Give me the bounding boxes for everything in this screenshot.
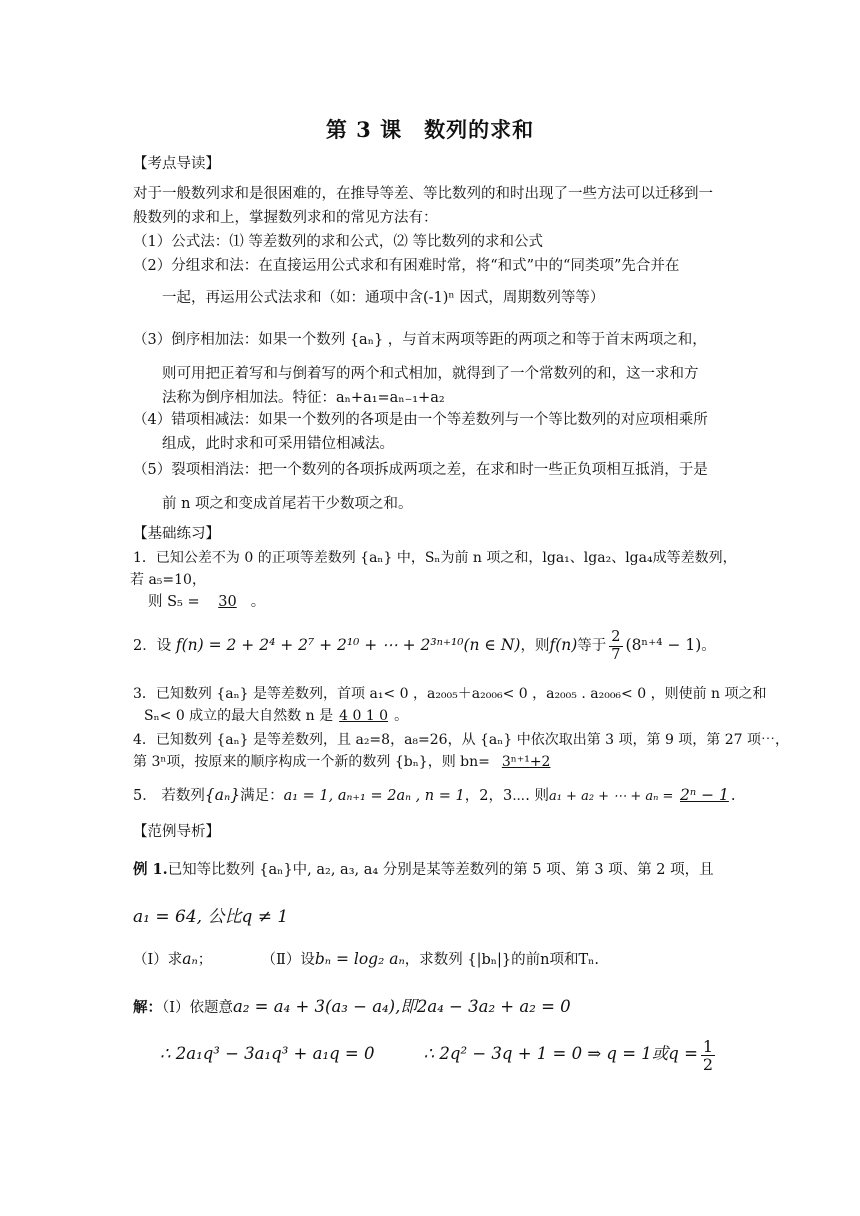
- section-heading-example: 【范例导析】: [133, 824, 220, 840]
- q2-suffix: 。: [701, 638, 716, 654]
- question-3-line-1: 3．已知数列 {aₙ} 是等差数列，首项 a₁< 0 ，a₂₀₀₅＋a₂₀₀₆< 0 ，a₂₀₀₅ . a₂₀₀₆< 0 ，则使前 n 项之和: [133, 686, 767, 702]
- solution-label: 解：: [133, 999, 162, 1016]
- part-i-label: （Ⅰ）求: [133, 952, 183, 968]
- q2-answer-fraction: [609, 629, 622, 664]
- solution-equation-2: ∴ 2a₁q³ − 3a₁q³ + a₁q = 0: [160, 1044, 375, 1063]
- solution-equation-1: a₂ = a₄ + 3(a₃ − a₄),即2a₄ − 3a₂ + a₂ = 0: [232, 997, 571, 1016]
- part-ii-label: （Ⅱ）设: [261, 952, 315, 968]
- question-3-line-2: [144, 706, 408, 726]
- q1-suffix: 。: [250, 594, 266, 610]
- q5-answer: 2ⁿ − 1: [680, 786, 729, 804]
- q2-formula: f(n) = 2 + 2⁴ + 2⁷ + 2¹⁰ + ⋯ + 2³ⁿ⁺¹⁰(n ∈ N): [175, 636, 521, 654]
- question-1-line-1: 1．已知公差不为 0 的正项等差数列 {aₙ} 中，Sₙ为前 n 项之和，lga₁、lga₂、lga₄成等差数列，: [133, 550, 737, 566]
- lesson-topic: 数列的求和: [424, 117, 535, 142]
- q3-answer: 4 0 1 0: [339, 708, 389, 724]
- part-ii-bn: bₙ = log₂ aₙ: [314, 950, 405, 968]
- section-heading-basic: 【基础练习】: [133, 526, 220, 542]
- solution-fraction-denominator: 2: [702, 1054, 714, 1074]
- method-4-line-1: （4）错项相减法：如果一个数列的各项是由一个等差数列与一个等比数列的对应项相乘所: [133, 412, 708, 428]
- guide-intro-line-2: 般数列的求和上，掌握数列求和的常见方法有：: [133, 210, 438, 226]
- example-1-line-1: [133, 858, 714, 882]
- example-1-line-3: [133, 946, 599, 973]
- method-2-line-1: （2）分组求和法：在直接运用公式求和有困难时常，将“和式”中的“同类项”先合并在: [133, 258, 680, 274]
- q3-prefix: Sₙ< 0 成立的最大自然数 n 是: [144, 708, 334, 724]
- q2-equals-word: 等于: [577, 638, 607, 654]
- solution-equation-3: ∴ 2q² − 3q + 1 = 0 ⇒ q = 1或q =: [423, 1044, 698, 1063]
- q3-suffix: 。: [394, 708, 409, 724]
- solution-part-i: （I）依题意: [162, 1000, 233, 1016]
- method-1: （1）公式法：⑴ 等差数列的求和公式，⑵ 等比数列的求和公式: [133, 234, 543, 250]
- q2-mid: ，则: [520, 638, 550, 654]
- guide-intro-line-1: 对于一般数列求和是很困难的，在推导等差、等比数列的和时出现了一些方法可以迁移到一: [133, 186, 713, 202]
- q5-mid: 满足：: [240, 788, 284, 804]
- q4-prefix: 第 3ⁿ项，按原来的顺序构成一个新的数列 {bₙ}，则 bn=: [133, 754, 490, 770]
- question-4-line-1: 4．已知数列 {aₙ} 是等差数列，且 a₂=8，a₈=26，从 {aₙ} 中依次取出第 3 项，第 9 项，第 27 项⋯，: [133, 732, 790, 748]
- method-4-line-2: 组成，此时求和可采用错位相减法。: [162, 436, 394, 452]
- section-heading-guide: 【考点导读】: [133, 156, 220, 172]
- lesson-title: [0, 116, 860, 144]
- question-1-line-3: [148, 592, 265, 612]
- question-5: [133, 782, 735, 810]
- q2-fraction-numerator: 2: [611, 628, 621, 645]
- q2-fraction-denominator: 7: [611, 646, 621, 663]
- method-3-line-1: （3）倒序相加法：如果一个数列 {aₙ} ，与首末两项等距的两项之和等于首末两项之和，: [133, 332, 707, 348]
- q5-sequence: {aₙ}: [204, 786, 241, 804]
- question-1-line-2: 若 a₅=10，: [130, 572, 206, 588]
- example-1-label: 例 1.: [133, 861, 168, 878]
- q5-prefix: 5． 若数列: [133, 788, 205, 804]
- q5-condition: a₁ = 1, aₙ₊₁ = 2aₙ , n = 1: [283, 788, 465, 804]
- solution-fraction-numerator: 1: [702, 1036, 714, 1056]
- method-3-line-3: 法称为倒序相加法。特征：aₙ+a₁=aₙ₋₁+a₂: [162, 390, 445, 406]
- q2-prefix: 2．设: [133, 638, 172, 654]
- question-4-line-2: [133, 752, 562, 772]
- q5-tail: ，2，3⋯. 则: [464, 788, 549, 804]
- question-2: [133, 628, 716, 664]
- example-1-statement: 已知等比数列 {aₙ}中, a₂, a₃, a₄ 分别是某等差数列的第 5 项、第 3 项、第 2 项，且: [167, 862, 714, 878]
- q1-answer: 30: [218, 594, 237, 610]
- q2-fn: f(n): [549, 636, 578, 654]
- method-2-line-2: 一起，再运用公式法求和（如：通项中含(-1)ⁿ 因式，周期数列等等）: [162, 290, 605, 306]
- q5-suffix: .: [730, 788, 736, 804]
- solution-line-1: [133, 994, 571, 1021]
- solution-fraction: [701, 1038, 715, 1073]
- q4-answer: 3ⁿ⁺¹+2: [501, 754, 551, 770]
- part-i-an: aₙ: [182, 950, 198, 968]
- part-i-semicolon: ；: [197, 952, 213, 968]
- solution-line-2: [160, 1034, 718, 1075]
- q2-answer-tail: (8ⁿ⁺⁴ − 1): [625, 636, 702, 654]
- q1-prefix: 则 S₅ =: [148, 594, 200, 610]
- method-5-line-2: 前 n 项之和变成首尾若干少数项之和。: [162, 496, 413, 512]
- lesson-number: 第 3 课: [325, 117, 403, 142]
- example-1-line-2: a₁ = 64, 公比q ≠ 1: [133, 907, 289, 927]
- method-5-line-1: （5）裂项相消法：把一个数列的各项拆成两项之差，在求和时一些正负项相互抵消，于是: [133, 462, 708, 478]
- q5-sum: a₁ + a₂ + ⋯ + aₙ =: [548, 789, 674, 804]
- part-ii-rest: ，求数列 {|bₙ|}的前n项和Tₙ.: [404, 952, 600, 968]
- method-3-line-2: 则可用把正着写和与倒着写的两个和式相加，就得到了一个常数列的和，这一求和方: [162, 366, 699, 382]
